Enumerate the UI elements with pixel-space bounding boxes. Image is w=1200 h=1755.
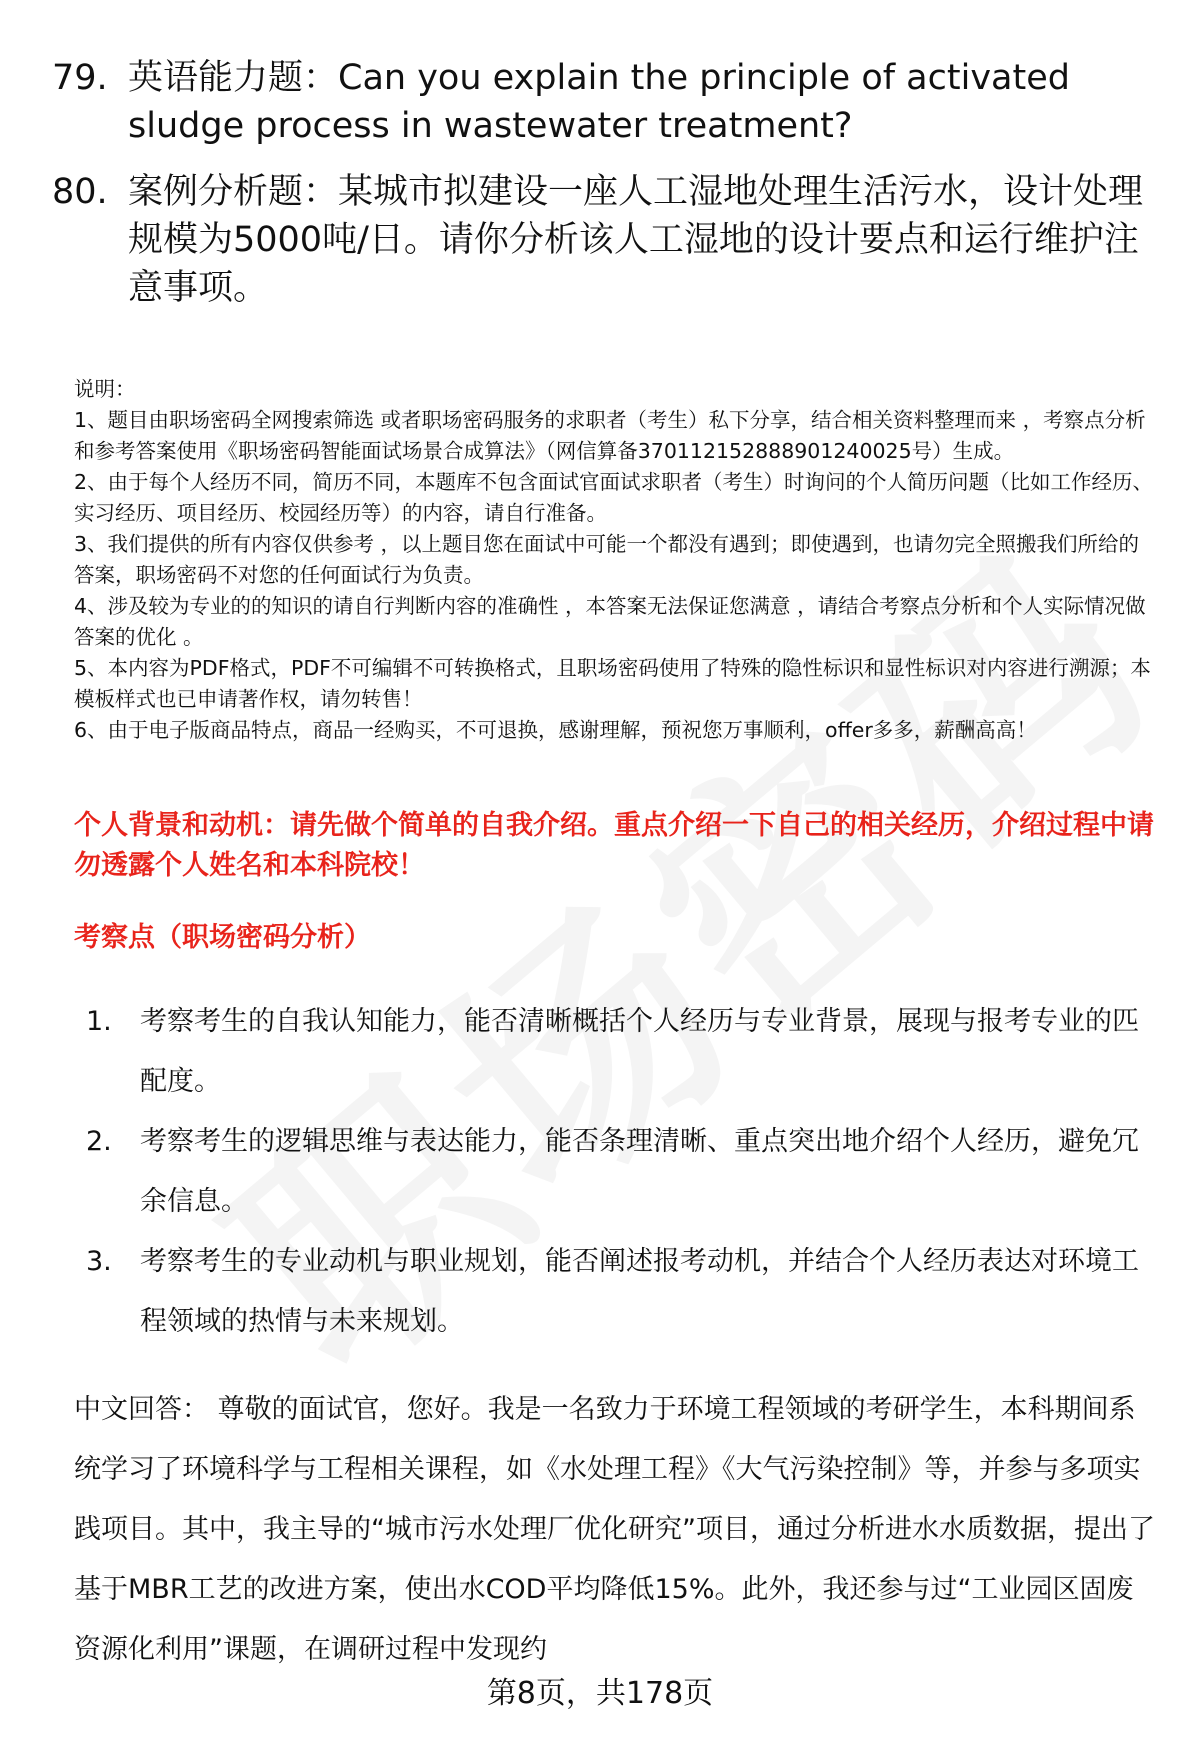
point-number: 2. bbox=[86, 1126, 112, 1157]
point-number: 1. bbox=[86, 1006, 112, 1037]
point-text: 考察考生的专业动机与职业规划，能否阐述报考动机，并结合个人经历表达对环境工程领域的热情与未来规划。 bbox=[140, 1246, 1139, 1337]
note-item: 1、题目由职场密码全网搜索筛选 或者职场密码服务的求职者（考生）私下分享，结合相关资料整理而来 ，考察点分析和参考答案使用《职场密码智能面试场景合成算法》（网信算备370112152888901240025号）生成。 bbox=[74, 408, 1146, 463]
list-item bbox=[74, 1232, 1154, 1352]
page-number: 第8页，共178页 bbox=[486, 1676, 714, 1711]
question-text: 案例分析题：某城市拟建设一座人工湿地处理生活污水，设计处理规模为5000吨/日。请你分析该人工湿地的设计要点和运行维护注意事项。 bbox=[128, 172, 1144, 308]
note-item: 5、本内容为PDF格式，PDF不可编辑不可转换格式，且职场密码使用了特殊的隐性标识和显性标识对内容进行溯源；本模板样式也已申请著作权，请勿转售！ bbox=[74, 656, 1151, 711]
question-number: 80. bbox=[52, 172, 108, 212]
note-item: 6、由于电子版商品特点，商品一经购买，不可退换，感谢理解，预祝您万事顺利，offer多多，薪酬高高！ bbox=[74, 718, 1037, 742]
analysis-points bbox=[74, 992, 1154, 1352]
list-item bbox=[74, 992, 1154, 1112]
point-text: 考察考生的逻辑思维与表达能力，能否条理清晰、重点突出地介绍个人经历，避免冗余信息。 bbox=[140, 1126, 1139, 1217]
question-text: 英语能力题：Can you explain the principle of activated sludge process in wastewater treatment? bbox=[128, 58, 1070, 146]
note-item: 4、涉及较为专业的的知识的请自行判断内容的准确性 ，本答案无法保证您满意 ，请结合考察点分析和个人实际情况做答案的优化 。 bbox=[74, 594, 1146, 649]
point-number: 3. bbox=[86, 1246, 112, 1277]
point-text: 考察考生的自我认知能力，能否清晰概括个人经历与专业背景，展现与报考专业的匹配度。 bbox=[140, 1006, 1139, 1097]
notes-title: 说明： bbox=[74, 377, 136, 401]
list-item bbox=[74, 1112, 1154, 1232]
notes-section bbox=[74, 374, 1154, 746]
question-number: 79. bbox=[52, 58, 108, 98]
note-item: 2、由于每个人经历不同，简历不同，本题库不包含面试官面试求职者（考生）时询问的个人简历问题（比如工作经历、实习经历、项目经历、校园经历等）的内容，请自行准备。 bbox=[74, 470, 1154, 525]
section-heading: 个人背景和动机：请先做个简单的自我介绍。重点介绍一下自己的相关经历，介绍过程中请勿透露个人姓名和本科院校！ bbox=[74, 810, 1154, 881]
analysis-heading: 考察点（职场密码分析） bbox=[74, 922, 371, 953]
note-item: 3、我们提供的所有内容仅供参考 ，以上题目您在面试中可能一个都没有遇到；即使遇到，也请勿完全照搬我们所给的答案，职场密码不对您的任何面试行为负责。 bbox=[74, 532, 1140, 587]
question-79 bbox=[52, 54, 1162, 150]
answer-text: 中文回答： 尊敬的面试官，您好。我是一名致力于环境工程领域的考研学生，本科期间系统学习了环境科学与工程相关课程，如《水处理工程》《大气污染控制》等，并参与多项实践项目。其中，我主导的“城市污水处理厂优化研究”项目，通过分析进水水质数据，提出了基于MBR工艺的改进方案，使出水COD平均降低15%。此外，我还参与过“工业园区固废资源化利用”课题，在调研过程中发现约 bbox=[74, 1394, 1155, 1665]
question-80 bbox=[52, 168, 1162, 312]
